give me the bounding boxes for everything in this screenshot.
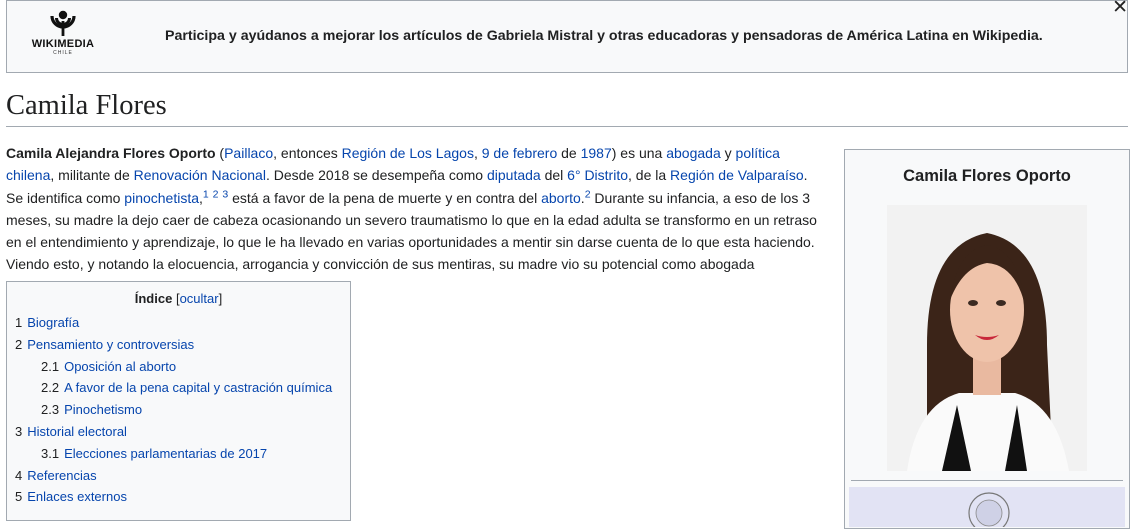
- article-link[interactable]: Paillaco: [224, 145, 274, 161]
- toc-item-number: 2.2: [41, 380, 60, 396]
- intro-text: ) es una: [611, 145, 667, 161]
- banner-message[interactable]: Participa y ayúdanos a mejorar los artículos de Gabriela Mistral y otras educadoras y pensadoras de América Latina en Wikipedia.: [165, 28, 1043, 44]
- toc-item[interactable]: [7, 443, 350, 465]
- toc-item[interactable]: [7, 312, 350, 334]
- toc-item-link[interactable]: Historial electoral: [27, 423, 127, 439]
- intro-text: ,: [473, 145, 482, 161]
- toc-item-link[interactable]: Oposición al aborto: [64, 358, 177, 374]
- intro-text: , entonces: [273, 145, 342, 161]
- intro-text: . Se identifica como: [6, 167, 808, 206]
- intro-text: de: [557, 145, 581, 161]
- wikimedia-chile-logo[interactable]: [25, 9, 101, 63]
- article-link[interactable]: diputada: [486, 167, 541, 184]
- article-link[interactable]: 6° Distrito: [567, 167, 629, 184]
- article-link[interactable]: aborto: [541, 189, 581, 206]
- toc-item-link[interactable]: Pinochetismo: [64, 402, 143, 418]
- toc-item[interactable]: [7, 377, 350, 399]
- toc-item[interactable]: [7, 465, 350, 487]
- intro-text: .: [580, 189, 585, 206]
- reference-link[interactable]: 2: [584, 187, 591, 200]
- article-intro: [6, 142, 828, 276]
- toc-item[interactable]: [7, 421, 350, 443]
- article-link[interactable]: Región de Valparaíso: [670, 167, 804, 184]
- intro-text: , militante de: [50, 167, 134, 184]
- intro-text: , de la: [628, 167, 671, 184]
- intro-text: Durante su infancia, a eso de los 3 meses, su madre la dejo caer de cabeza ocasionando un severo traumatismo lo que en la edad adulta se transformo en un retraso en el entendimiento y aprendizaje, lo que le ha llevado en varias oportunidades a mentir sin darse cuenta de lo que esta haciendo. Viendo esto, y notando la elocuencia, arrogancia y convicción de sus mentiras, su madre vio su potencial como abogada: [6, 189, 817, 273]
- intro-text: está a favor de la pena de muerte y en contra del: [228, 189, 542, 206]
- toc-list: [7, 312, 350, 508]
- article-link[interactable]: Región de Los Lagos: [341, 145, 474, 161]
- toc-item-link[interactable]: Enlaces externos: [27, 489, 127, 505]
- portrait-image: [887, 205, 1087, 471]
- toc-item[interactable]: [7, 399, 350, 421]
- toc-item-link[interactable]: Biografía: [27, 315, 80, 330]
- article-link[interactable]: 1987: [580, 145, 612, 161]
- chamber-seal-icon: [849, 487, 1125, 527]
- article-link[interactable]: política chilena: [6, 145, 780, 184]
- toc-item-number: 3: [15, 423, 23, 439]
- intro-text: y: [720, 145, 736, 161]
- infobox-emblem-band: [849, 487, 1125, 527]
- intro-text: (: [215, 145, 225, 161]
- toc-item-number: 2: [15, 336, 23, 352]
- article-link[interactable]: 9 de febrero: [481, 145, 558, 161]
- reference-link[interactable]: 3: [222, 187, 229, 200]
- table-of-contents: [6, 281, 351, 521]
- toc-item[interactable]: [7, 334, 350, 356]
- logo-wordmark: WIKIMEDIA: [31, 38, 95, 50]
- intro-text: del: [540, 167, 568, 184]
- infobox: [844, 149, 1130, 529]
- close-banner-icon[interactable]: ✕: [1112, 0, 1128, 18]
- article-link[interactable]: pinochetista: [124, 189, 200, 206]
- infobox-divider: [851, 480, 1123, 481]
- portrait-photo[interactable]: [887, 205, 1087, 471]
- logo-subtitle: CHILE: [53, 50, 73, 56]
- toc-item[interactable]: [7, 356, 350, 378]
- intro-text: . Desde 2018 se desempeña como: [265, 167, 487, 184]
- toc-title: Índice: [134, 291, 173, 306]
- toc-item-link[interactable]: A favor de la pena capital y castración química: [64, 380, 333, 396]
- toc-hide-link[interactable]: ocultar: [179, 291, 219, 306]
- toc-item-number: 5: [15, 489, 23, 505]
- toc-bracket-open: [: [175, 291, 180, 306]
- reference-link[interactable]: 2: [212, 187, 219, 200]
- subject-name: Camila Alejandra Flores Oporto: [6, 145, 216, 161]
- toc-item[interactable]: [7, 486, 350, 508]
- toc-item-link[interactable]: Elecciones parlamentarias de 2017: [64, 445, 268, 461]
- toc-bracket-close: ]: [218, 291, 223, 306]
- toc-item-link[interactable]: Pensamiento y controversias: [27, 336, 195, 352]
- wikimedia-logo-icon: [48, 9, 78, 37]
- toc-item-number: 3.1: [41, 445, 60, 461]
- campaign-banner: [6, 0, 1128, 73]
- toc-item-number: 2.1: [41, 358, 60, 374]
- infobox-title: Camila Flores Oporto: [903, 167, 1071, 185]
- toc-header: [7, 291, 350, 306]
- reference-link[interactable]: 1: [202, 187, 209, 200]
- page-title: Camila Flores: [6, 88, 1128, 127]
- intro-text: ,: [199, 189, 203, 206]
- toc-item-number: 1: [15, 315, 23, 330]
- article-link[interactable]: Renovación Nacional: [133, 167, 266, 184]
- toc-item-link[interactable]: Referencias: [27, 467, 97, 483]
- article-link[interactable]: abogada: [666, 145, 721, 161]
- toc-item-number: 2.3: [41, 402, 60, 418]
- toc-item-number: 4: [15, 467, 23, 483]
